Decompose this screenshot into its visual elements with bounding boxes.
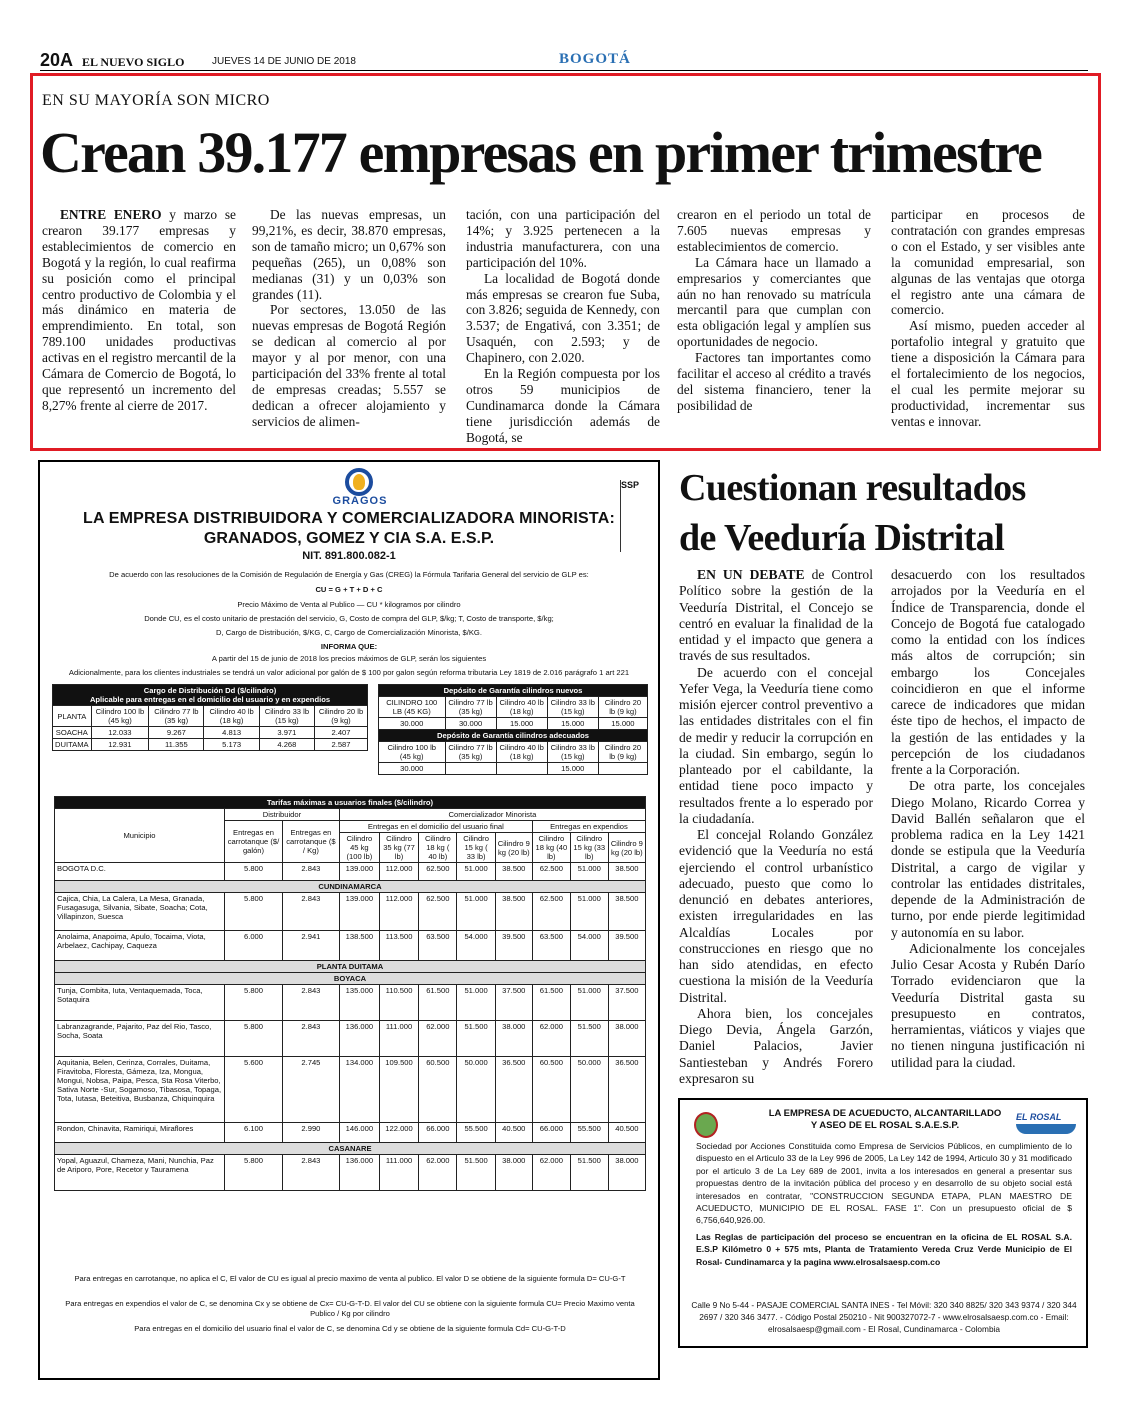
story1-paragraph: participar en procesos de contratación con grandes empresas o con el Estado, y ser visibles ante la comunidad empresarial, son algunas de las ventajas que otorga el registro ante una cámara de comercio. xyxy=(891,207,1085,318)
table-cell: 62.500 xyxy=(419,863,457,881)
story1-column-4 xyxy=(677,207,871,414)
table-cell: 30.000 xyxy=(445,718,496,730)
table-title: Tarifas máximas a usuarios finales ($/cilindro) xyxy=(55,797,646,809)
section-name: BOGOTÁ xyxy=(559,51,631,67)
table-cell: 2.843 xyxy=(283,1155,340,1191)
table-cell: Rondon, Chinavita, Ramiriqui, Miraflores xyxy=(55,1123,225,1143)
ad1-footnote: Para entregas en el domicilio del usuario final el valor de C, se denomina Cd y se obtiene de la siguiente formula Cd= CU-G-T-D xyxy=(134,1324,566,1333)
table-cell: 55.500 xyxy=(570,1123,608,1143)
story1-paragraph: Por sectores, 13.050 de las nuevas empresas de Bogotá Región se dedican al comercio al por mayor y al por menor, con una participación del 33% frente al total de empresas creadas; 5.557 se dedican a ofrecer alojamiento y servicios de alimen- xyxy=(252,302,446,429)
table-cell: 40.500 xyxy=(608,1123,645,1143)
table-cell: Cajica, Chia, La Calera, La Mesa, Granada, Fusagasuga, Silvania, Sibate, Soacha; Cota, Villapinzon, Suesca xyxy=(55,893,225,931)
newspaper-name: EL NUEVO SIGLO xyxy=(82,55,185,69)
table-cell: 38.000 xyxy=(495,1021,532,1057)
table-cell: 62.500 xyxy=(532,863,570,881)
section-row xyxy=(55,973,646,985)
column-header: Cilindro 77 lb (35 kg) xyxy=(149,706,204,727)
section-label: CASANARE xyxy=(55,1143,646,1155)
table-cell: 50.000 xyxy=(457,1057,495,1123)
story1-kicker: EN SU MAYORÍA SON MICRO xyxy=(42,92,270,109)
table-cell: 4.268 xyxy=(259,739,314,751)
story1-column-5 xyxy=(891,207,1085,430)
header-rule xyxy=(40,70,1088,71)
table-cell: 38.500 xyxy=(608,893,645,931)
table-cell: SOACHA xyxy=(53,727,92,739)
table-cell: 6.100 xyxy=(225,1123,283,1143)
table-row xyxy=(55,1155,646,1191)
table-cell: 122.000 xyxy=(379,1123,418,1143)
table-cell: 109.500 xyxy=(379,1057,418,1123)
section-row xyxy=(55,961,646,973)
table-cell: 134.000 xyxy=(339,1057,379,1123)
ad1-informa: INFORMA QUE: xyxy=(320,642,378,651)
story1-col1-text: y marzo se crearon 39.177 empresas y establecimientos de comercio en Bogotá y la región, lo cual reafirma su posición como el principal centro productivo de Colombia y el más dinámico en materia de emprendimiento. En total, son 789.100 unidades productivas activas en el registro mercantil de la Cámara de Comercio de Bogotá, lo que representó un incremento del 8,27% frente al cierre de 2017. xyxy=(42,207,236,413)
table-cell: DUITAMA xyxy=(53,739,92,751)
column-header: Entregas en carrotanque ($/ galón) xyxy=(225,821,283,863)
logo-text: EL ROSAL xyxy=(1016,1112,1062,1122)
table-cell xyxy=(496,763,547,775)
table-cell: 111.000 xyxy=(379,1021,418,1057)
column-header: Cilindro 9 kg (20 lb) xyxy=(495,833,532,863)
table-cell: 36.500 xyxy=(495,1057,532,1123)
table-cell: 51.500 xyxy=(457,1155,495,1191)
table-cell: 60.500 xyxy=(419,1057,457,1123)
section-row xyxy=(55,881,646,893)
table-title: Depósito de Garantía cilindros nuevos xyxy=(379,685,648,697)
ad2-title: LA EMPRESA DE ACUEDUCTO, ALCANTARILLADO Y ASEO DE EL ROSAL S.A.E.S.P. xyxy=(768,1108,1002,1131)
story2-paragraph: de Control Político sobre la gestión de la Veeduría Distrital, el Concejo se centró en evaluar la finalidad de la entidad y el impacto que genera a través de sus resultados. xyxy=(679,567,873,664)
table-cell: 15.000 xyxy=(547,763,598,775)
table-cell: 135.000 xyxy=(339,985,379,1021)
story1-column-3 xyxy=(466,207,660,446)
ad2-paragraph: Sociedad por Acciones Constituida como Empresa de Servicios Públicos, en cumplimiento de lo dispuesto en el Articulo 33 de la Ley 996 de 2005, La Ley 142 de 1994, Articulo 30 y 31 modificado por el articulo 3 de La Ley 689 de 2001, invita a los interesados en general a presentar sus propuestas dentro de la invitación pública del proceso y en desarrollo de su objeto social está interesados en contratar, "CONSTRUCCION SEGUNDA ETAPA, PLAN MAESTRO DE ACUEDUCTO, MUNICIPIO DE EL ROSAL. FASE 1". Con un presupuesto oficial de $ 6,756,640,926.00. xyxy=(696,1141,1073,1226)
ad2-paragraph: Las Reglas de participación del proceso se encuentran en la oficina de EL ROSAL S.A. E.S.P Kilómetro 0 + 575 mts, Planta de Tratamiento Vereda Cruz Verde Municipio de El Rosal- Cundinamarca y la pagina www.elrosalsaesp.com.co xyxy=(696,1231,1072,1267)
table-cell: 12.033 xyxy=(91,727,149,739)
table-cell: 51.000 xyxy=(457,985,495,1021)
table-cell: 2.843 xyxy=(283,863,340,881)
table-cell: 36.500 xyxy=(608,1057,645,1123)
gas-price-advertisement xyxy=(38,460,660,1380)
table-cell: 38.500 xyxy=(495,893,532,931)
table-cell: 54.000 xyxy=(570,931,608,961)
table-row xyxy=(55,1021,646,1057)
story1-paragraph: Así mismo, pueden acceder al portafolio integral y gratuito que tiene a disposición la Cámara para el fortalecimiento de los negocios, el cual les permite mejorar su productividad, incrementar sus ventas e innovar. xyxy=(891,318,1085,429)
table-cell: 2.843 xyxy=(283,893,340,931)
ssp-label: SSP xyxy=(621,480,640,490)
ad2-body xyxy=(696,1140,1072,1268)
story2-column-2 xyxy=(891,567,1085,1071)
table-cell: 51.000 xyxy=(570,863,608,881)
table-cell: 39.500 xyxy=(608,931,645,961)
table-cell: 15.000 xyxy=(598,718,647,730)
column-header: Cilindro 15 kg ( 33 lb) xyxy=(457,833,495,863)
table-cell: 146.000 xyxy=(339,1123,379,1143)
table-cell: 2.587 xyxy=(315,739,368,751)
issue-date: JUEVES 14 DE JUNIO DE 2018 xyxy=(212,56,356,67)
table-cell: 63.500 xyxy=(419,931,457,961)
column-header: CILINDRO 100 LB (45 KG) xyxy=(379,697,446,718)
table-cell: 30.000 xyxy=(379,718,446,730)
table-cell: 51.500 xyxy=(457,1021,495,1057)
table-cell: 6.000 xyxy=(225,931,283,961)
section-label: PLANTA DUITAMA xyxy=(55,961,646,973)
table-cell: 54.000 xyxy=(457,931,495,961)
table-cell: 5.600 xyxy=(225,1057,283,1123)
distribution-charge-table xyxy=(52,684,368,751)
page-number: 20A xyxy=(40,50,74,70)
section-label: CUNDINAMARCA xyxy=(55,881,646,893)
table-cell: 66.000 xyxy=(532,1123,570,1143)
table-cell: 37.500 xyxy=(608,985,645,1021)
story1-lead: ENTRE ENERO xyxy=(60,207,162,222)
ad1-line: Donde CU, es el costo unitario de prestación del servicio, G, Costo de compra del GLP, $/kg; T, Costo de transporte, $/kg; xyxy=(144,614,554,623)
table-cell xyxy=(445,763,496,775)
story1-paragraph: tación, con una participación del 14%; y 3.925 pertenecen a la industria manufacturera, con una participación del 10%. xyxy=(466,207,660,270)
ad1-title: LA EMPRESA DISTRIBUIDORA Y COMERCIALIZADORA MINORISTA: xyxy=(83,510,615,527)
column-header: Cilindro 40 lb (18 kg) xyxy=(496,697,547,718)
table-cell: 50.000 xyxy=(570,1057,608,1123)
table-cell: 51.000 xyxy=(570,985,608,1021)
story1-paragraph: En la Región compuesta por los otros 59 municipios de Cundinamarca donde la Cámara tiene jurisdicción además de Bogotá, se xyxy=(466,366,660,445)
table-cell: 55.500 xyxy=(457,1123,495,1143)
column-header: PLANTA xyxy=(53,706,92,727)
table-cell: 112.000 xyxy=(379,893,418,931)
story2-paragraph: De acuerdo con el concejal Yefer Vega, la Veeduría tiene como misión ejercer control preventivo a las entidades distritales con el fin de medir y reducir la corrupción en la ciudad. Sin embargo, según lo planteado por el cabildante, la entidad tiene poco impacto y resultados frente a lo esperado por la ciudadanía. xyxy=(679,664,873,826)
table-cell xyxy=(598,763,647,775)
table-cell: 66.000 xyxy=(419,1123,457,1143)
table-row xyxy=(55,863,646,881)
table-cell: 113.500 xyxy=(379,931,418,961)
column-header: Entregas en expendios xyxy=(532,821,645,833)
story1-paragraph: crearon en el periodo un total de 7.605 nuevas empresas y establecimientos de comercio. xyxy=(677,207,871,254)
table-cell: 5.800 xyxy=(225,893,283,931)
table-cell: 62.000 xyxy=(532,1021,570,1057)
column-header: Cilindro 15 kg (33 lb) xyxy=(570,833,608,863)
table-cell: Anolaima, Anapoima, Apulo, Tocaima, Viota, Arbelaez, Cachipay, Caqueza xyxy=(55,931,225,961)
story2-paragraph: De otra parte, los concejales Diego Molano, Ricardo Correa y David Ballén señalaron que el problema radica en la Ley 1421 donde se estipula que la Veeduría Distrital, a cargo de vigilar y controlar las entidades distritales, depende de la Administración de turno, por ende pierde legitimidad y autonomía en su labor. xyxy=(891,778,1085,940)
table-cell: Aquitania, Belen, Cerinza, Corrales, Duitama, Firavitoba, Floresta, Gámeza, Iza, Mongua, Mongui, Nobsa, Paipa, Pesca, Sta Rosa Viterbo, Sativa Norte -Sur, Sogamoso, Tibasosa, Topaga, Tota, Iutasa, Beteitiva, Busbanza, Chiquinquira xyxy=(55,1057,225,1123)
story2-paragraph: Adicionalmente los concejales Julio Cesar Acosta y Rubén Darío Torrado evidenciaron que la Veeduría Distrital gasta su presupuesto en contratos, herramientas, viáticos y viajes que no tienen ninguna justificación ni utilidad para la ciudad. xyxy=(891,940,1085,1070)
table-cell: 4.813 xyxy=(204,727,259,739)
column-header: Cilindro 33 lb (15 kg) xyxy=(547,697,598,718)
table-cell: 61.500 xyxy=(419,985,457,1021)
story2-paragraph: desacuerdo con los resultados arrojados por la Veeduría en el Índice de Transparencia, donde el Concejo de Bogotá fue catalogado como la entidad con los índices más altos de corrupción; sin embargo los Concejales coincidieron en que el informe carece de indicadores que midan éste tipo de hechos, el impacto de la gestión de las entidades y la percepción de los ciudadanos frente a la Corporación. xyxy=(891,567,1085,777)
table-cell: 12.931 xyxy=(91,739,149,751)
table-cell: 112.000 xyxy=(379,863,418,881)
page-header xyxy=(40,48,1088,72)
column-header: Cilindro 9 kg (20 lb) xyxy=(608,833,645,863)
column-header: Cilindro 20 lb (9 kg) xyxy=(315,706,368,727)
column-header: Cilindro 33 lb (15 kg) xyxy=(547,742,598,763)
table-title: Cargo de Distribución Dd ($/cilindro) Aplicable para entregas en el domicilio del usuario y en expendios xyxy=(53,685,368,706)
story1-paragraph: La localidad de Bogotá donde más empresas se crearon fue Suba, con 3.826; seguida de Kennedy, con 3.537; de Engativá, con 3.351; de Usaquén, con 2.593; y de Chapinero, con 2.020. xyxy=(466,270,660,366)
table-cell: 5.800 xyxy=(225,863,283,881)
table-cell: 3.971 xyxy=(259,727,314,739)
table-row xyxy=(55,893,646,931)
column-header: Cilindro 40 lb (18 kg) xyxy=(496,742,547,763)
table-cell: 63.500 xyxy=(532,931,570,961)
table-cell: 15.000 xyxy=(547,718,598,730)
column-header: Entregas en carrotanque ($ / Kg) xyxy=(283,821,340,863)
deposit-table xyxy=(378,684,648,775)
table-cell: 2.745 xyxy=(283,1057,340,1123)
table-row xyxy=(55,1123,646,1143)
table-cell: 38.000 xyxy=(608,1021,645,1057)
table-cell: 38.500 xyxy=(495,863,532,881)
table-cell: 40.500 xyxy=(495,1123,532,1143)
table-cell: Tunja, Combita, Iuta, Ventaquemada, Toca, Sotaquira xyxy=(55,985,225,1021)
table-cell: 136.000 xyxy=(339,1021,379,1057)
gragos-logo xyxy=(305,468,415,508)
table-row xyxy=(55,931,646,961)
table-cell: 51.000 xyxy=(457,863,495,881)
table-row xyxy=(55,985,646,1021)
column-header: Cilindro 33 lb (15 kg) xyxy=(259,706,314,727)
column-header: Cilindro 100 lb (45 kg) xyxy=(91,706,149,727)
column-header: Cilindro 77 lb (35 kg) xyxy=(445,742,496,763)
table-cell: 62.000 xyxy=(419,1021,457,1057)
table-cell: 62.000 xyxy=(419,1155,457,1191)
column-header: Cilindro 40 lb (18 kg) xyxy=(204,706,259,727)
story2-headline: Cuestionan resultados de Veeduría Distrital xyxy=(679,467,1026,559)
table-cell: 37.500 xyxy=(495,985,532,1021)
column-header: Municipio xyxy=(55,809,225,863)
table-cell: BOGOTA D.C. xyxy=(55,863,225,881)
story1-paragraph: De las nuevas empresas, un 99,21%, es decir, 38.870 empresas, son de tamaño micro; un 0,67% son pequeñas (265), un 0,08% son medianas (31) y un 0,03% son grandes (11). xyxy=(252,207,446,302)
table-cell: 38.500 xyxy=(608,863,645,881)
ad1-line: D, Cargo de Distribución, $/KG, C, Cargo de Comercialización Minorista, $/KG. xyxy=(216,628,482,637)
story2-lead: EN UN DEBATE xyxy=(697,567,805,582)
story1-paragraph: La Cámara hace un llamado a empresarios y comerciantes que aún no han renovado su matrícula mercantil para que cumplan con esta obligación legal y amplíen sus oportunidades de negocio. xyxy=(677,254,871,350)
story1-headline: Crean 39.177 empresas en primer trimestre xyxy=(40,120,1042,185)
table-cell: 9.267 xyxy=(149,727,204,739)
ad1-line: A partir del 15 de junio de 2018 los precios máximos de GLP, serán los siguientes xyxy=(211,654,487,663)
table-cell: 5.173 xyxy=(204,739,259,751)
column-header: Cilindro 77 lb (35 kg) xyxy=(445,697,496,718)
ad1-line: Adicionalmente, para los clientes industriales se tendrá un valor adicional por galón de $ 100 por galon según reforma tributaria Ley 1819 de 2.016 parágrafo 1 art 221 xyxy=(68,668,630,677)
table-cell: 2.941 xyxy=(283,931,340,961)
table-cell: 139.000 xyxy=(339,863,379,881)
table-cell: 2.843 xyxy=(283,1021,340,1057)
table-cell: 11.355 xyxy=(149,739,204,751)
table-cell: 5.800 xyxy=(225,1021,283,1057)
flame-icon xyxy=(353,474,365,490)
table-cell: 2.843 xyxy=(283,985,340,1021)
ad1-company: GRANADOS, GOMEZ Y CIA S.A. E.S.P. xyxy=(203,530,495,547)
column-header: Cilindro 20 lb (9 kg) xyxy=(598,742,647,763)
table-cell: 51.500 xyxy=(570,1021,608,1057)
table-cell: 136.000 xyxy=(339,1155,379,1191)
table-cell: 38.000 xyxy=(495,1155,532,1191)
table-cell: Yopal, Aguazul, Chameza, Mani, Nunchia, Paz de Ariporo, Pore, Recetor y Tauramena xyxy=(55,1155,225,1191)
table-cell: 15.000 xyxy=(496,718,547,730)
table-cell: 30.000 xyxy=(379,763,446,775)
table-cell: Labranzagrande, Pajarito, Paz del Rio, Tasco, Socha, Soata xyxy=(55,1021,225,1057)
ad1-formula: CU = G + T + D + C xyxy=(315,585,383,594)
table-cell: 138.500 xyxy=(339,931,379,961)
ad2-contact: Calle 9 No 5-44 - PASAJE COMERCIAL SANTA INES - Tel Móvil: 320 340 8825/ 320 343 9374 / 320 344 2697 / 320 346 3477. - Código Postal 250210 - Nit 900327072-7 - www.elrosalsaesp.com.co - Email: elrosalsaesp@gmail.com - El Rosal, Cundinamarca - Colombia xyxy=(691,1300,1077,1334)
municipal-seal-icon xyxy=(694,1112,718,1138)
column-header: Distribuidor xyxy=(225,809,340,821)
column-header: Cilindro 18 kg ( 40 lb) xyxy=(419,833,457,863)
story1-column-1 xyxy=(42,207,236,414)
column-header: Comercializador Minorista xyxy=(339,809,645,821)
ad1-nit: NIT. 891.800.082-1 xyxy=(302,550,396,562)
ad1-line: Precio Máximo de Venta al Publico — CU * kilogramos por cilindro xyxy=(237,600,461,609)
table-cell: 62.500 xyxy=(532,893,570,931)
column-header: Entregas en el domicilio del usuario final xyxy=(339,821,532,833)
table-cell: 62.000 xyxy=(532,1155,570,1191)
column-header: Cilindro 45 kg (100 lb) xyxy=(339,833,379,863)
table-cell: 51.000 xyxy=(457,893,495,931)
story2-paragraph: El concejal Rolando González evidenció que la Veeduría no está ejerciendo el control urbanístico adecuado, puesto que como lo denunció en debates anteriores, existen irregularidades en las Alcaldías Locales por construcciones en riesgo que no han sido atendidas, en efecto cuestiona la misión de la Veeduría Distrital. xyxy=(679,827,873,1005)
table-cell: 5.800 xyxy=(225,1155,283,1191)
final-tariff-table xyxy=(54,796,646,1191)
story2-paragraph: Ahora bien, los concejales Diego Devia, Ángela Garzón, Daniel Palacios, Javier Santiesteban y Andrés Forero expresaron su xyxy=(679,1005,873,1086)
table-cell: 51.500 xyxy=(570,1155,608,1191)
table-row xyxy=(55,1057,646,1123)
table-cell: 2.990 xyxy=(283,1123,340,1143)
el-rosal-advertisement xyxy=(678,1098,1088,1348)
ad1-footnote: Para entregas en carrotanque, no aplica el C, El valor de CU es igual al precio maximo de venta al publico. El valor D se obtiene de la siguiente formula D= CU-G-T xyxy=(74,1274,626,1283)
logo-text: GRAGOS xyxy=(332,495,388,507)
table-cell: 110.500 xyxy=(379,985,418,1021)
ad1-footnote: Para entregas en expendios el valor de C, se denomina Cx y se obtiene de Cx= CU-G-T-D. El valor del CU se obtiene con la siguiente formula CU= Precio Maximo venta Publico / Kg por cilindro xyxy=(65,1299,635,1318)
story1-column-2 xyxy=(252,207,446,430)
column-header: Cilindro 20 lb (9 kg) xyxy=(598,697,647,718)
story2-column-1 xyxy=(679,567,873,1087)
section-label: BOYACA xyxy=(55,973,646,985)
ad1-line: De acuerdo con las resoluciones de la Comisión de Regulación de Energía y Gas (CREG) la Fórmula Tarifaria General del servicio de GLP es: xyxy=(109,570,589,579)
table-cell: 2.407 xyxy=(315,727,368,739)
table-title: Depósito de Garantía cilindros adecuados xyxy=(379,730,648,742)
table-cell: 111.000 xyxy=(379,1155,418,1191)
table-cell: 5.800 xyxy=(225,985,283,1021)
table-cell: 39.500 xyxy=(495,931,532,961)
table-cell: 38.000 xyxy=(608,1155,645,1191)
table-row xyxy=(53,727,368,739)
section-row xyxy=(55,1143,646,1155)
column-header: Cilindro 35 kg (77 lb) xyxy=(379,833,418,863)
table-cell: 139.000 xyxy=(339,893,379,931)
table-row xyxy=(53,739,368,751)
table-cell: 60.500 xyxy=(532,1057,570,1123)
column-header: Cilindro 100 lb (45 kg) xyxy=(379,742,446,763)
table-cell: 61.500 xyxy=(532,985,570,1021)
column-header: Cilindro 18 kg (40 lb) xyxy=(532,833,570,863)
table-cell: 51.000 xyxy=(570,893,608,931)
story1-paragraph: Factores tan importantes como facilitar el acceso al crédito a través del sistema financiero, tener la posibilidad de xyxy=(677,350,871,413)
table-cell: 62.500 xyxy=(419,893,457,931)
